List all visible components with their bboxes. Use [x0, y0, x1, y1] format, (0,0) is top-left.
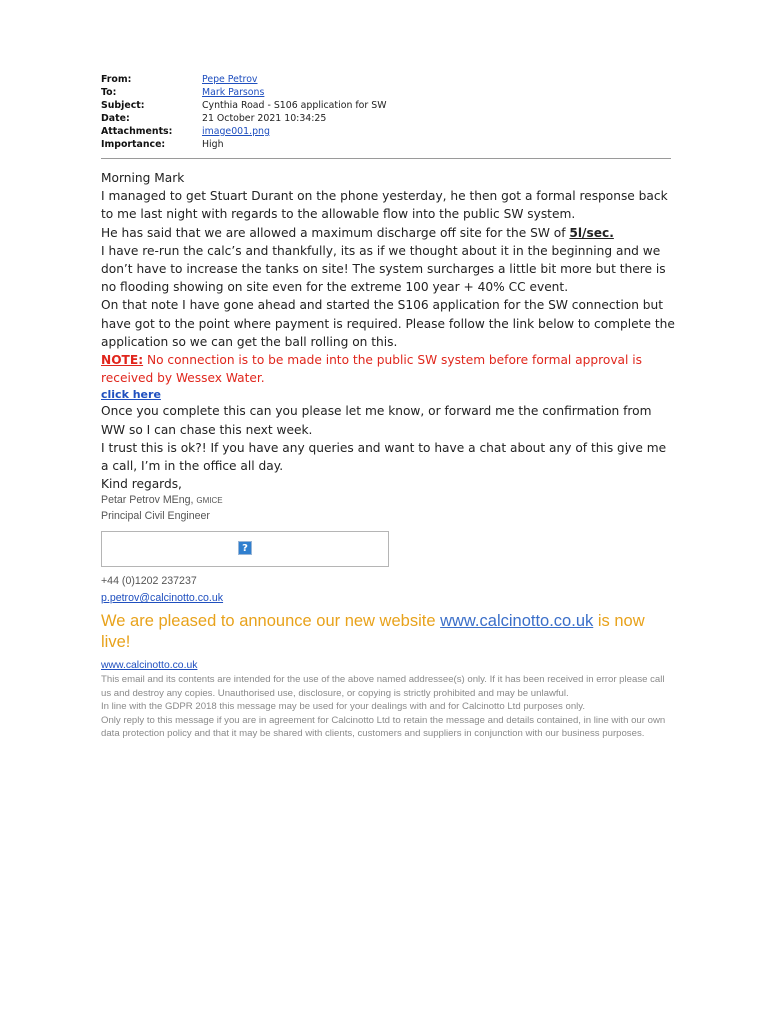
email-body: [101, 169, 676, 741]
signature-name: Petar Petrov MEng,: [101, 494, 194, 507]
broken-image-icon: ?: [238, 541, 252, 555]
paragraph-application: On that note I have gone ahead and started the S106 application for the SW connection but have got to the point where payment is required. Please follow the link below to complete the application so we can get the ball rolling on this.: [101, 298, 675, 349]
from-link[interactable]: Pepe Petrov: [202, 74, 258, 85]
signature-image-frame: [101, 531, 389, 567]
announce-prefix: We are pleased to announce our new website: [101, 612, 436, 631]
importance-label: Importance:: [101, 139, 166, 150]
click-here-link[interactable]: click here: [101, 388, 161, 402]
email-link[interactable]: p.petrov@calcinotto.co.uk: [101, 592, 224, 605]
greeting: Morning Mark: [101, 171, 185, 185]
attachments-label: Attachments:: [101, 126, 173, 137]
paragraph-trust: I trust this is ok?! If you have any queries and want to have a chat about any of this give me a call, I’m in the office all day.: [101, 440, 667, 474]
website-announcement: [101, 611, 671, 653]
paragraph-phone-call: I managed to get Stuart Durant on the phone yesterday, he then got a formal response back to me last night with regards to the allowable flow into the public SW system.: [101, 189, 668, 222]
footer: [101, 659, 671, 741]
header-to-row: [101, 86, 671, 99]
from-label: From:: [101, 74, 132, 85]
contact-block: [101, 573, 676, 607]
to-link[interactable]: Mark Parsons: [202, 87, 265, 98]
importance-value: High: [202, 139, 224, 150]
discharge-text: He has said that we are allowed a maximum discharge off site for the SW of: [101, 225, 566, 240]
signature-title: Principal Civil Engineer: [101, 509, 210, 522]
discharge-value: 5l/sec.: [569, 225, 614, 240]
to-label: To:: [101, 87, 117, 98]
subject-value: Cynthia Road - S106 application for SW: [202, 100, 387, 111]
header-date-row: [101, 112, 671, 125]
disclaimer-2: In line with the GDPR 2018 this message may be used for your dealings with and for Calcinotto Ltd purposes only.: [101, 701, 586, 713]
signature-credentials: GMICE: [196, 496, 223, 506]
header-attachments-row: [101, 125, 671, 138]
note-text: No connection is to be made into the public SW system before formal approval is received by Wessex Water.: [101, 353, 642, 386]
announce-suffix: is now live!: [101, 612, 645, 652]
paragraph-confirm: Once you complete this can you please let me know, or forward me the confirmation from WW so I can chase this next week.: [101, 404, 652, 437]
announce-website-link[interactable]: www.calcinotto.co.uk: [440, 612, 594, 631]
header-divider: [101, 158, 671, 159]
signature-name-row: [101, 493, 676, 509]
signature-block: [101, 493, 676, 523]
closing: Kind regards,: [101, 477, 182, 492]
email-header: [101, 73, 671, 151]
disclaimer-1: This email and its contents are intended for the use of the above named addressee(s) only. If it has been received in error please call us and destroy any copies. Unauthorised use, disclosure, or copying is strictly prohibited and may be unlawful.: [101, 674, 665, 699]
header-subject-row: [101, 99, 671, 112]
subject-label: Subject:: [101, 100, 145, 111]
header-from-row: [101, 73, 671, 86]
date-value: 21 October 2021 10:34:25: [202, 113, 327, 124]
phone-number: +44 (0)1202 237237: [101, 575, 197, 588]
paragraph-calcs: I have re-run the calc’s and thankfully, its as if we thought about it in the beginning and we don’t have to increase the tanks on site! The system surcharges a little bit more but there is no flooding showing on site even for the extreme 100 year + 40% CC event.: [101, 243, 666, 295]
footer-website-link[interactable]: www.calcinotto.co.uk: [101, 660, 198, 672]
disclaimer-3: Only reply to this message if you are in agreement for Calcinotto Ltd to retain the message and details contained, in line with our own data protection policy and that it may be shared with clients, customers and suppliers in conjunction with our business purposes.: [101, 714, 666, 740]
note-paragraph: [101, 351, 676, 387]
paragraph-discharge: [101, 224, 676, 242]
note-label: NOTE:: [101, 353, 144, 368]
click-here-row: [101, 387, 676, 402]
header-importance-row: [101, 138, 671, 151]
date-label: Date:: [101, 113, 130, 124]
attachment-link[interactable]: image001.png: [202, 126, 270, 137]
